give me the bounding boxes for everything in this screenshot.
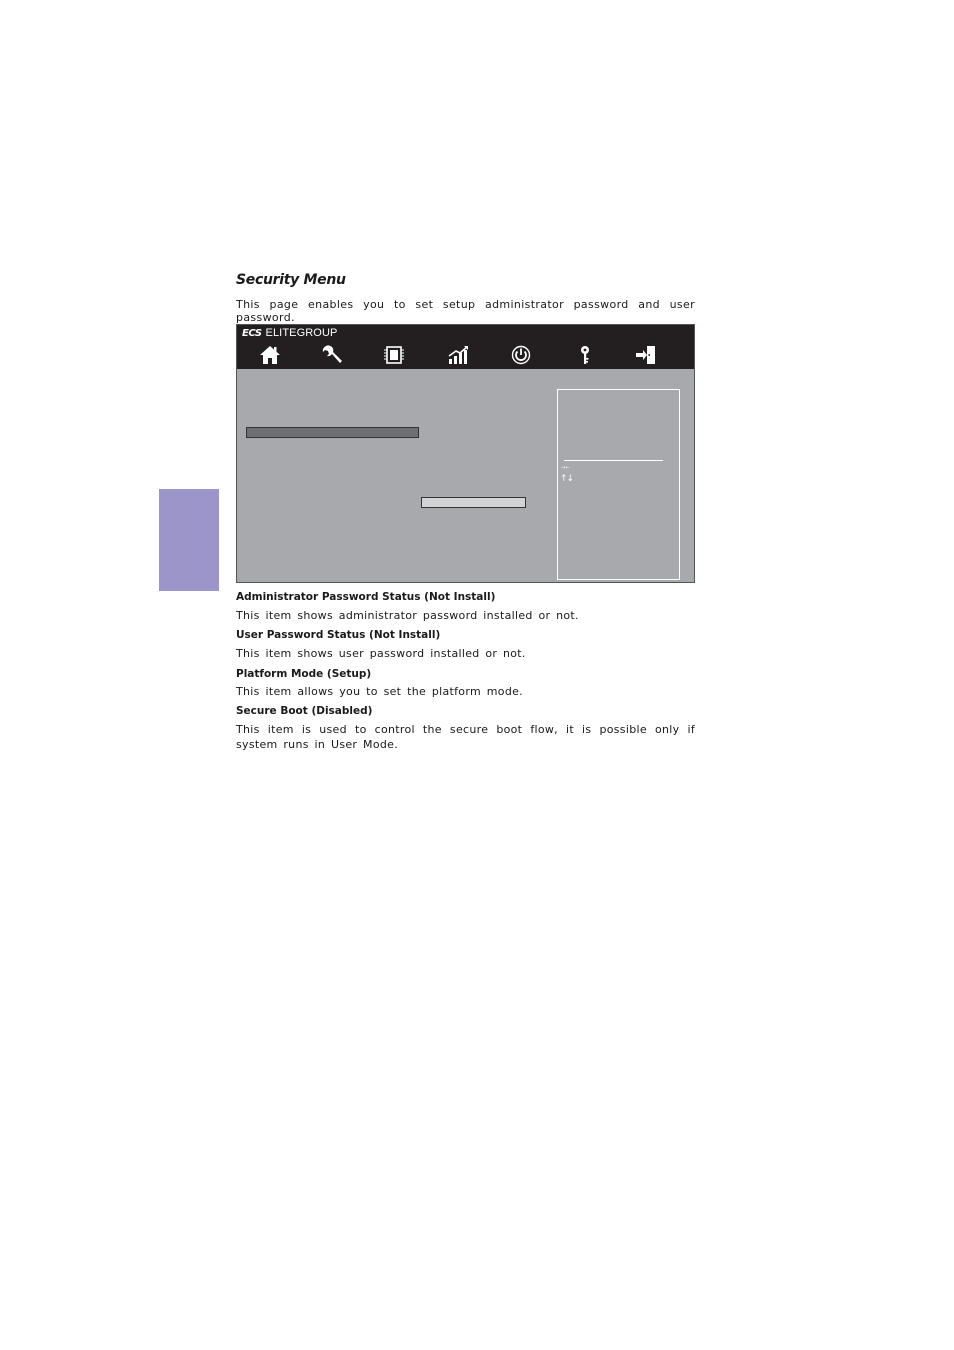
chip-icon[interactable]: [382, 344, 406, 366]
item-title-user-password: User Password Status (Not Install): [236, 629, 441, 641]
help-key-select-item: ↑↓: [560, 474, 574, 484]
key-icon[interactable]: [573, 344, 597, 366]
bios-header: [237, 325, 694, 369]
bios-screenshot: [236, 324, 695, 583]
section-intro: This page enables you to set setup administrator password and user password.: [236, 298, 695, 324]
brand: [242, 327, 337, 339]
help-divider: [564, 460, 663, 461]
help-panel: [557, 389, 680, 580]
chapter-side-tab: [159, 489, 219, 591]
item-desc-admin-password: This item shows administrator password installed or not.: [236, 609, 579, 622]
exit-icon[interactable]: [634, 344, 658, 366]
brand-name: ELITEGROUP: [265, 327, 338, 339]
item-desc-secure-boot: This item is used to control the secure boot flow, it is possible only if system runs in User Mode.: [236, 723, 695, 751]
item-title-secure-boot: Secure Boot (Disabled): [236, 705, 373, 717]
chart-icon[interactable]: [446, 344, 470, 366]
item-desc-user-password: This item shows user password installed or not.: [236, 647, 526, 660]
item-title-admin-password: Administrator Password Status (Not Install): [236, 591, 496, 603]
section-title: Security Menu: [236, 272, 346, 288]
item-desc-platform-mode: This item allows you to set the platform mode.: [236, 685, 523, 698]
item-title-platform-mode: Platform Mode (Setup): [236, 668, 372, 680]
home-icon[interactable]: [258, 344, 282, 366]
setting-value-box[interactable]: [421, 497, 526, 508]
ecs-logo: ECS: [242, 327, 262, 339]
wrench-icon[interactable]: [320, 344, 344, 366]
help-key-select-screen: →←: [561, 465, 570, 471]
selected-menu-item[interactable]: [246, 427, 419, 438]
power-icon[interactable]: [509, 344, 533, 366]
